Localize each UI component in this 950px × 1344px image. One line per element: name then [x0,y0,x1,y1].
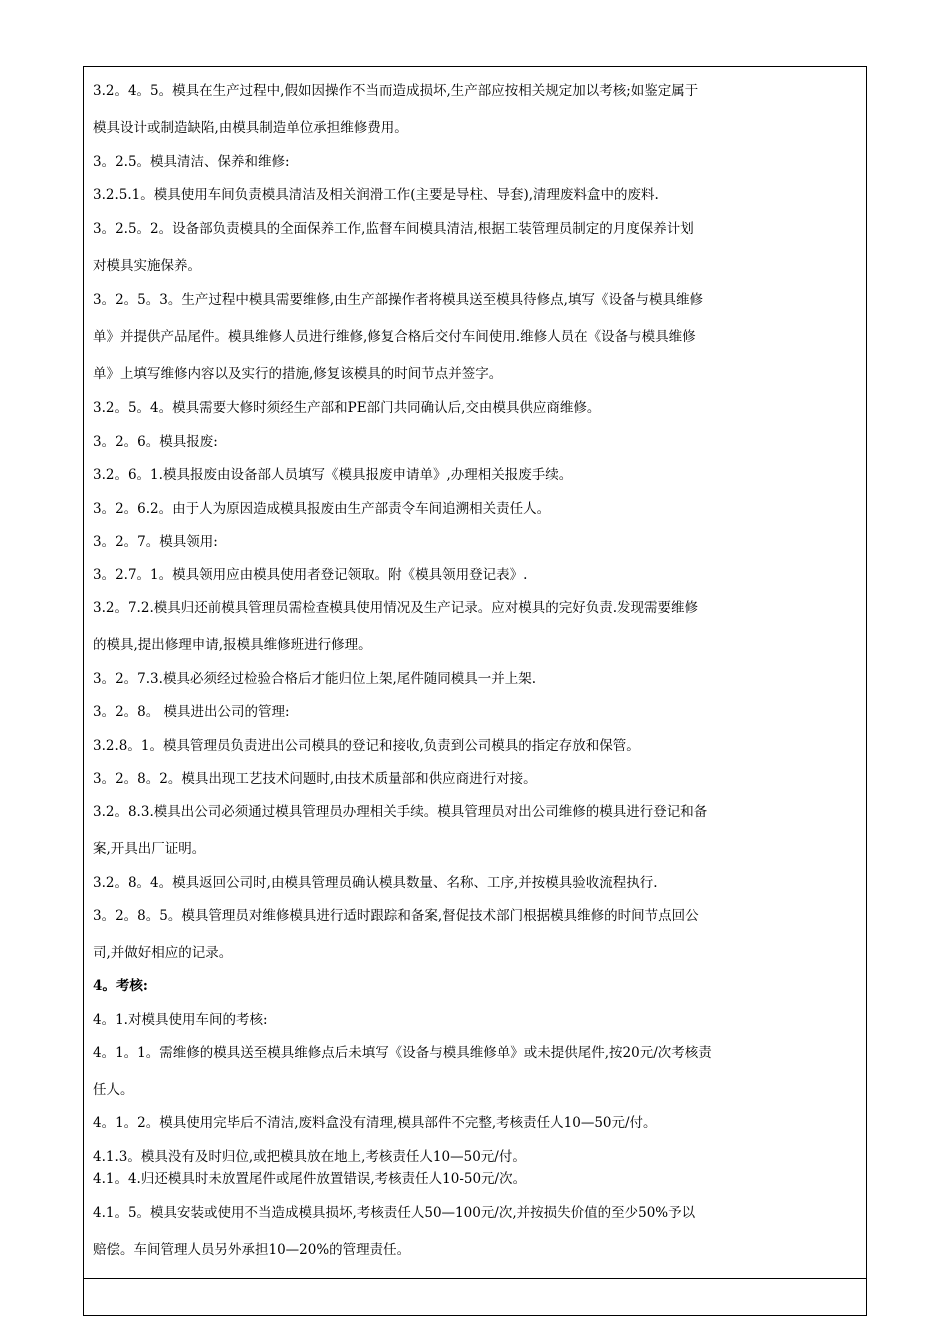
text-line: 案,开具出厂证明。 [93,841,206,857]
text-line: 司,并做好相应的记录。 [93,945,233,961]
section-heading: 3。2。6。模具报废: [93,434,218,450]
text-line: 3。2。5。3。生产过程中模具需要维修,由生产部操作者将模具送至模具待修点,填写《设备与模具维修 [93,292,703,308]
text-line: 4.1.3。模具没有及时归位,或把模具放在地上,考核责任人10—50元/付。 [93,1149,526,1165]
text-line: 3.2。8.3.模具出公司必须通过模具管理员办理相关手续。模具管理员对出公司维修的模具进行登记和备 [93,804,708,820]
text-line: 3.2。4。5。模具在生产过程中,假如因操作不当而造成损坏,生产部应按相关规定加以考核;如鉴定属于 [93,83,699,99]
text-line: 3。2。8。2。模具出现工艺技术问题时,由技术质量部和供应商进行对接。 [93,771,537,787]
section-heading: 4。考核: [93,978,148,994]
section-heading: 3。2。7。模具领用: [93,534,218,550]
text-line: 3.2.8。1。模具管理员负责进出公司模具的登记和接收,负责到公司模具的指定存放和保管。 [93,738,640,754]
text-line: 任人。 [93,1082,134,1098]
text-line: 3。2。7.3.模具必须经过检验合格后才能归位上架,尾件随同模具一并上架. [93,671,537,687]
text-line: 4.1。5。模具安装或使用不当造成模具损坏,考核责任人50—100元/次,并按损失价值的至少50%予以 [93,1205,696,1221]
text-line: 赔偿。车间管理人员另外承担10—20%的管理责任。 [93,1242,411,1258]
text-line: 3.2。8。4。模具返回公司时,由模具管理员确认模具数量、名称、工序,并按模具验收流程执行. [93,875,658,891]
text-line: 4。1。1。需维修的模具送至模具维修点后未填写《设备与模具维修单》或未提供尾件,按20元/次考核责 [93,1045,712,1061]
text-line: 4.1。4.归还模具时未放置尾件或尾件放置错误,考核责任人10-50元/次。 [93,1171,527,1187]
text-line: 单》并提供产品尾件。模具维修人员进行维修,修复合格后交付车间使用.维修人员在《设备与模具维修 [93,329,696,345]
text-line: 对模具实施保养。 [93,258,201,274]
text-line: 3。2。8。5。模具管理员对维修模具进行适时跟踪和备案,督促技术部门根据模具维修的时间节点回公 [93,908,699,924]
text-line: 4。1。2。模具使用完毕后不清洁,废料盒没有清理,模具部件不完整,考核责任人10—50元/付。 [93,1115,657,1131]
text-line: 模具设计或制造缺陷,由模具制造单位承担维修费用。 [93,120,408,136]
text-line: 3。2.7。1。模具领用应由模具使用者登记领取。附《模具领用登记表》. [93,567,528,583]
section-heading: 3。2。8。 模具进出公司的管理: [93,704,290,720]
text-line: 3.2.5.1。模具使用车间负责模具清洁及相关润滑工作(主要是导柱、导套),清理废料盒中的废料. [93,187,659,203]
text-line: 4。1.对模具使用车间的考核: [93,1012,268,1028]
bottom-divider [83,1278,867,1279]
text-line: 的模具,提出修理申请,报模具维修班进行修理。 [93,637,372,653]
text-line: 3.2。7.2.模具归还前模具管理员需检查模具使用情况及生产记录。应对模具的完好负责.发现需要维修 [93,600,699,616]
text-line: 3.2。5。4。模具需要大修时须经生产部和PE部门共同确认后,交由模具供应商维修。 [93,400,601,416]
text-line: 3。2.5。2。设备部负责模具的全面保养工作,监督车间模具清洁,根据工装管理员制定的月度保养计划 [93,221,694,237]
text-line: 3。2。6.2。由于人为原因造成模具报废由生产部责令车间追溯相关责任人。 [93,501,551,517]
text-line: 3.2。6。1.模具报废由设备部人员填写《模具报废申请单》,办理相关报废手续。 [93,467,573,483]
text-line: 3。2.5。模具清洁、保养和维修: [93,154,290,170]
text-line: 单》上填写维修内容以及实行的措施,修复该模具的时间节点并签字。 [93,366,503,382]
